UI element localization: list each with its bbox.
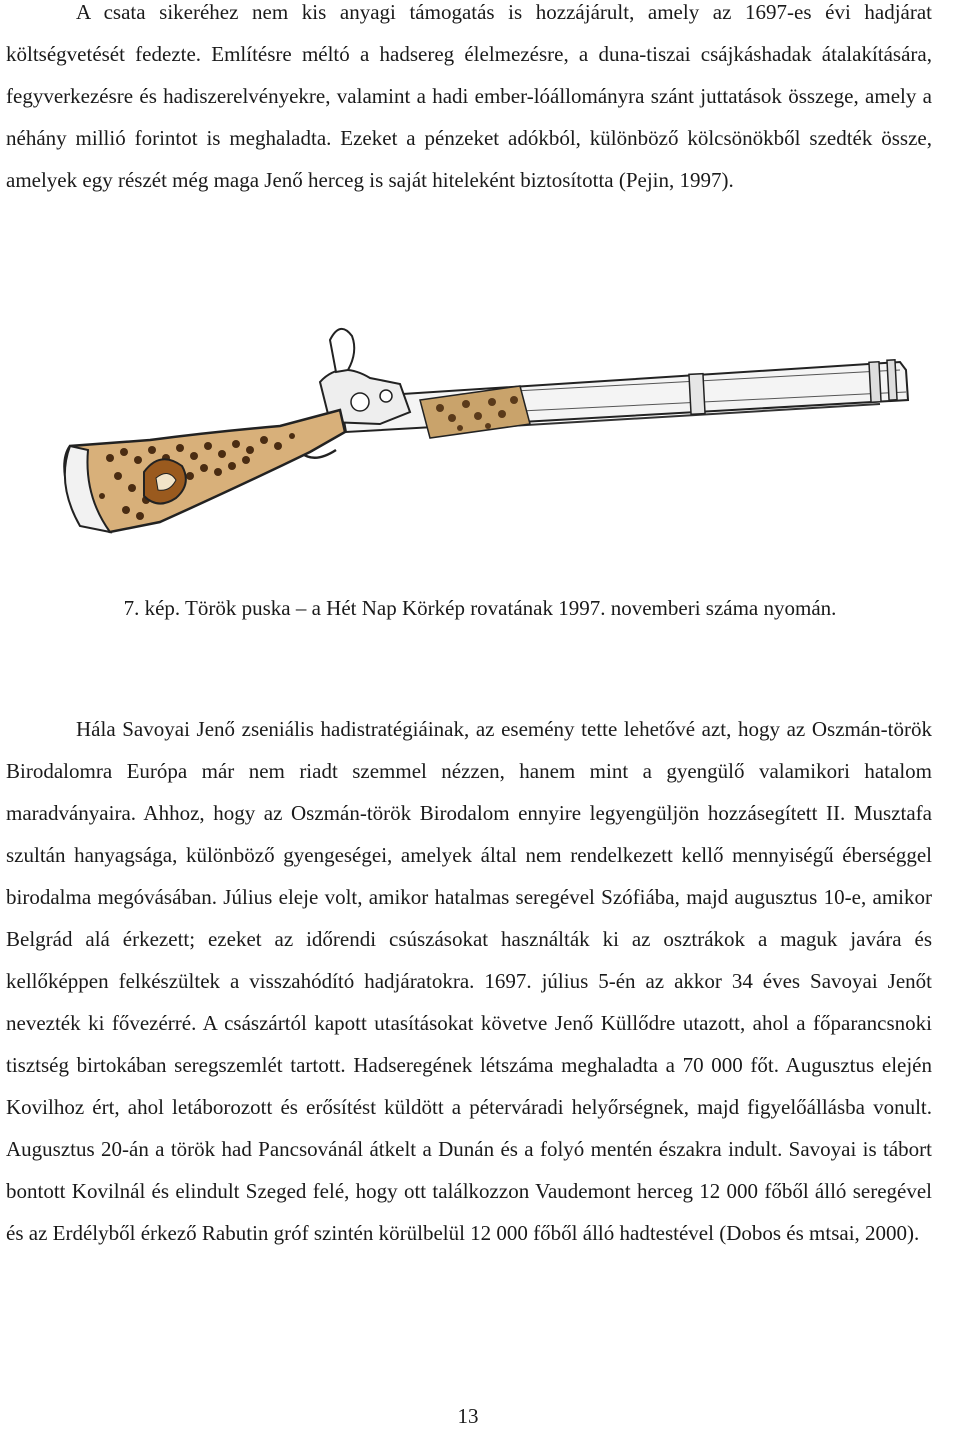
musket-figure bbox=[40, 300, 930, 560]
paragraph-2-text: Hála Savoyai Jenő zseniális hadistratégiáinak, az esemény tette lehetővé azt, hogy az Oszmán-török Birodalomra Európa már nem riadt szemmel nézzen, hanem mint a gyengülő valamikori hatalom maradványaira. Ahhoz, hogy az Oszmán-török Birodalom ennyire legyengüljön hozzásegített II. Musztafa szultán hanyagsága, különböző gyengeségei, amelyek által nem rendelkezett kellő mennyiségű éberséggel birodalma megóvásában. Július eleje volt, amikor hatalmas seregével Szófiába, majd augusztus 10-e, amikor Belgrád alá érkezett; ezeket az időrendi csúszásokat használták ki az osztrákok a maguk javára és kellőképpen felkészültek a visszahódító hadjáratokra. 1697. július 5-én az akkor 34 éves Savoyai Jenőt nevezték ki fővezérré. A császártól kapott utasításokat követve Jenő Küllődre utazott, ahol a főparancsnoki tisztség birtokában seregszemlét tartott. Hadseregének létszáma meghaladta a 70 000 főt. Augusztus elején Kovilhoz ért, ahol letáborozott és erősítést küldött a péterváradi helyőrségnek, majd figyelőállásba vonult. Augusztus 20-án a török had Pancsovánál átkelt a Dunán és a folyó mentén északra indult. Savoyai is tábort bontott Kovilnál és elindult Szeged felé, hogy ott találkozzon Vaudemont herceg 12 000 főből álló seregével és az Erdélyből érkező Rabutin gróf szintén körülbelül 12 000 főből álló hadtestével (Dobos és mtsai, 2000). bbox=[6, 717, 932, 1245]
paragraph-2 bbox=[6, 708, 932, 1254]
paragraph-1 bbox=[6, 0, 932, 201]
figure-caption: 7. kép. Török puska – a Hét Nap Körkép rovatának 1997. novemberi száma nyomán. bbox=[123, 596, 837, 620]
flintlock-musket-drawing-icon bbox=[40, 300, 930, 560]
paragraph-1-text: A csata sikeréhez nem kis anyagi támogatás is hozzájárult, amely az 1697-es évi hadjárat költségvetését fedezte. Említésre méltó a hadsereg élelmezésre, a duna-tiszai csájkáshadak átalakítására, fegyverkezésre és hadiszerelvényekre, valamint a hadi ember-lóállományra szánt juttatások összege, amely a néhány millió forintot is meghaladta. Ezeket a pénzeket adókból, különböző kölcsönökből szedték össze, amelyek egy részét még maga Jenő herceg is saját hiteleként biztosította (Pejin, 1997). bbox=[6, 0, 932, 192]
page-number: 13 bbox=[457, 1404, 479, 1428]
